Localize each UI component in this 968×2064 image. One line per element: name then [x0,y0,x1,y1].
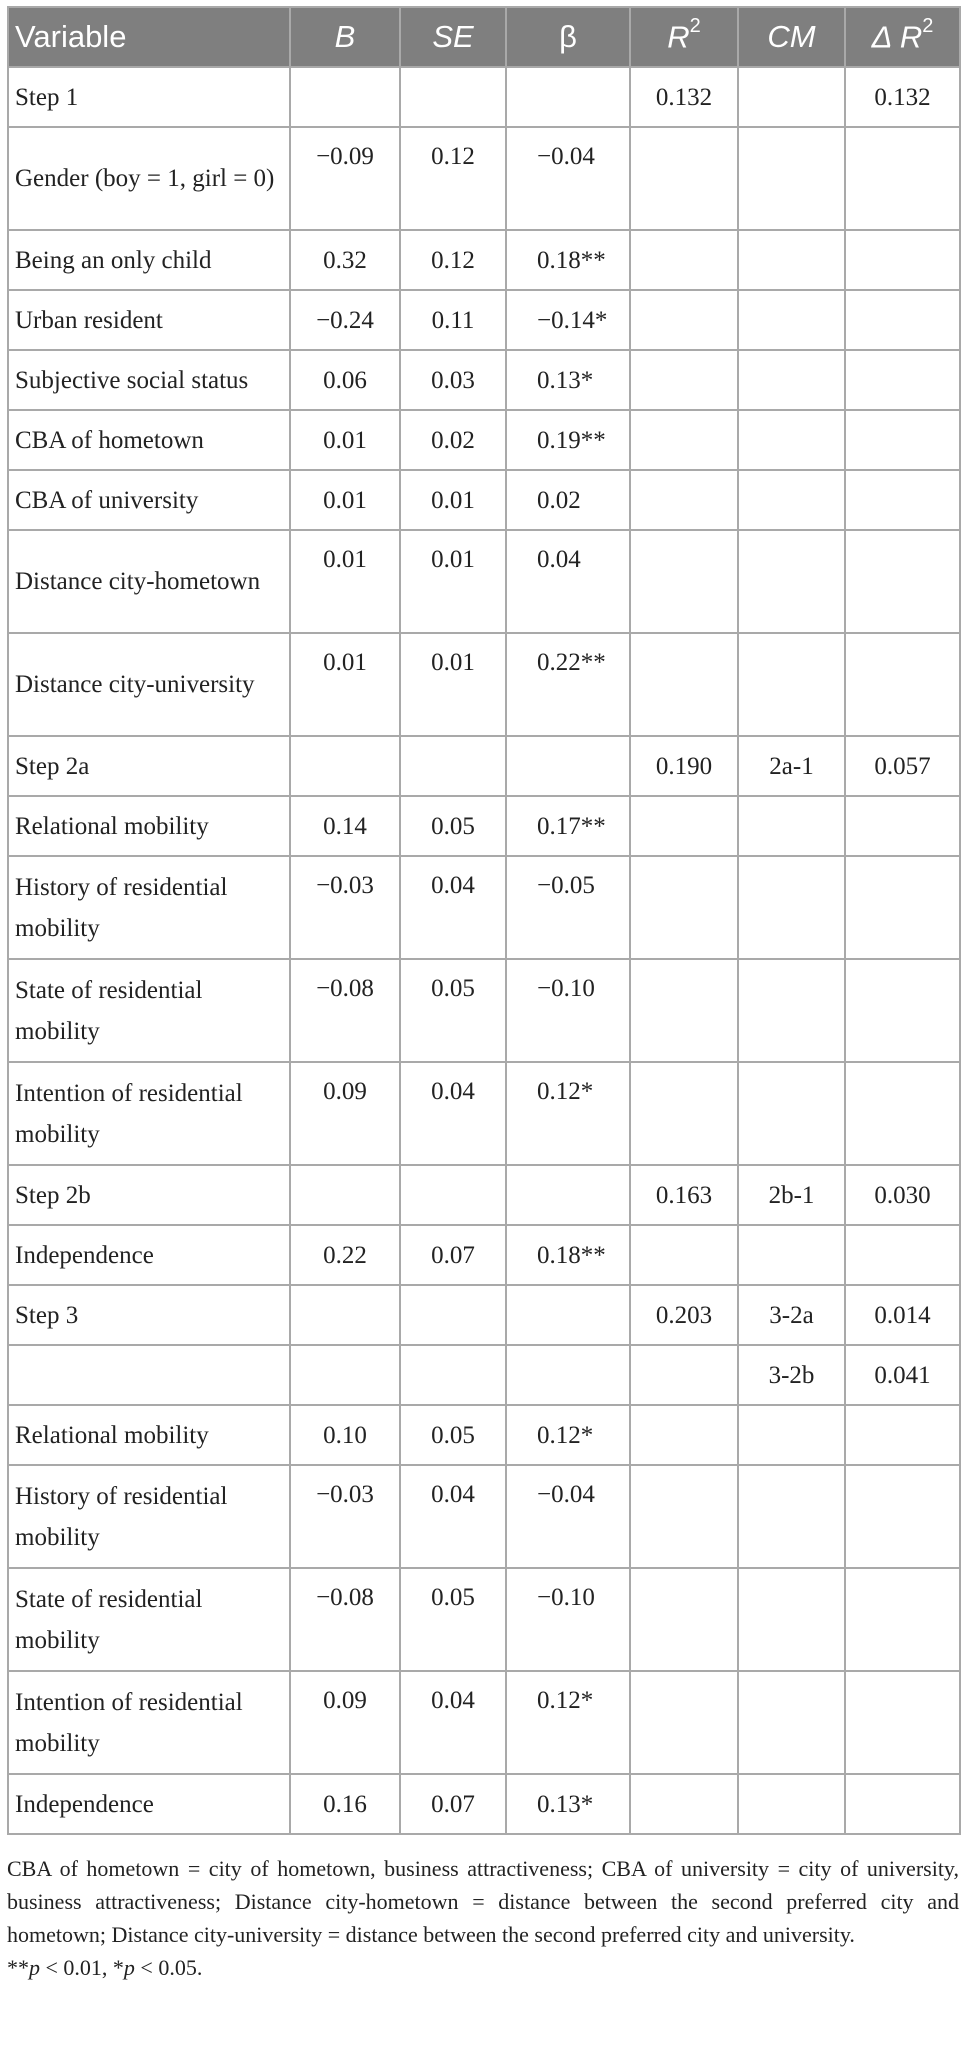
header-se: SE [400,7,506,67]
cell-r2 [630,1225,738,1285]
cell-beta: 0.19** [506,410,630,470]
cell-se: 0.05 [400,796,506,856]
cell-cm [738,1062,845,1165]
cell-se [400,1345,506,1405]
cell-r2 [630,470,738,530]
cell-beta [506,67,630,127]
cell-se: 0.03 [400,350,506,410]
cell-delta-r2 [845,470,960,530]
cell-variable: Gender (boy = 1, girl = 0) [8,127,290,230]
cell-r2: 0.203 [630,1285,738,1345]
cell-delta-r2 [845,1225,960,1285]
cell-se: 0.05 [400,1405,506,1465]
cell-se: 0.05 [400,1568,506,1671]
cell-beta: 0.22** [506,633,630,736]
cell-variable: Step 2a [8,736,290,796]
cell-variable: Subjective social status [8,350,290,410]
cell-cm [738,350,845,410]
cell-cm [738,856,845,959]
cell-se: 0.02 [400,410,506,470]
cell-se: 0.12 [400,230,506,290]
table-row [8,530,960,633]
cell-delta-r2 [845,127,960,230]
cell-b: −0.03 [290,856,400,959]
header-delta-r2: Δ $R^2$ [845,7,960,67]
cell-cm [738,230,845,290]
cell-cm [738,410,845,470]
cell-variable: Intention of residential mobility [8,1671,290,1774]
cell-cm [738,530,845,633]
cell-delta-r2 [845,530,960,633]
cell-b: 0.01 [290,470,400,530]
cell-variable: Distance city-university [8,633,290,736]
table-row [8,1568,960,1671]
cell-cm [738,1671,845,1774]
table-row [8,290,960,350]
cell-se: 0.01 [400,633,506,736]
cell-b: −0.24 [290,290,400,350]
cell-delta-r2: 0.132 [845,67,960,127]
cell-cm: 3-2b [738,1345,845,1405]
table-row [8,1774,960,1834]
cell-cm [738,1568,845,1671]
table-row [8,127,960,230]
cell-r2 [630,1671,738,1774]
cell-beta [506,736,630,796]
cell-cm: 3-2a [738,1285,845,1345]
table-row [8,959,960,1062]
cell-se: 0.04 [400,1062,506,1165]
cell-se: 0.04 [400,1465,506,1568]
table-row [8,1405,960,1465]
cell-r2 [630,1345,738,1405]
table-row [8,1345,960,1405]
cell-cm [738,1405,845,1465]
cell-delta-r2 [845,350,960,410]
abbreviation-note: CBA of hometown = city of hometown, business attractiveness; CBA of university = city of university, business attractiveness; Distance city-hometown = distance between the second preferred city and hometown; Distance city-university = distance between the second preferred city and university. [7,1856,959,1947]
cell-delta-r2 [845,1405,960,1465]
cell-se: 0.11 [400,290,506,350]
cell-b [290,1285,400,1345]
cell-delta-r2 [845,1671,960,1774]
cell-cm [738,470,845,530]
cell-beta: −0.04 [506,1465,630,1568]
cell-r2: 0.163 [630,1165,738,1225]
cell-cm: 2a-1 [738,736,845,796]
cell-cm [738,127,845,230]
cell-delta-r2: 0.041 [845,1345,960,1405]
cell-delta-r2: 0.057 [845,736,960,796]
cell-b: 0.32 [290,230,400,290]
table-row [8,1165,960,1225]
cell-delta-r2 [845,1774,960,1834]
cell-variable: Distance city-hometown [8,530,290,633]
table-row [8,1062,960,1165]
cell-delta-r2 [845,633,960,736]
table-row [8,633,960,736]
significance-note: **p < 0.01, *p < 0.05. [7,1955,203,1980]
cell-variable: Step 1 [8,67,290,127]
table-row [8,410,960,470]
cell-beta: 0.18** [506,1225,630,1285]
cell-b: 0.01 [290,410,400,470]
cell-b: −0.08 [290,959,400,1062]
cell-se: 0.01 [400,530,506,633]
cell-variable: Relational mobility [8,1405,290,1465]
cell-beta: 0.12* [506,1405,630,1465]
cell-r2: 0.132 [630,67,738,127]
cell-r2: 0.190 [630,736,738,796]
table-row [8,67,960,127]
cell-delta-r2 [845,410,960,470]
cell-r2 [630,290,738,350]
cell-r2 [630,856,738,959]
cell-b: 0.01 [290,530,400,633]
cell-delta-r2: 0.030 [845,1165,960,1225]
cell-variable: Independence [8,1225,290,1285]
cell-b [290,1345,400,1405]
cell-b [290,736,400,796]
cell-delta-r2 [845,1062,960,1165]
cell-r2 [630,1774,738,1834]
cell-delta-r2 [845,230,960,290]
cell-b: 0.16 [290,1774,400,1834]
cell-delta-r2 [845,796,960,856]
cell-beta [506,1165,630,1225]
header-cm: CM [738,7,845,67]
cell-se [400,736,506,796]
cell-cm [738,959,845,1062]
cell-cm [738,290,845,350]
cell-beta: −0.10 [506,959,630,1062]
table-row [8,1671,960,1774]
cell-delta-r2 [845,1568,960,1671]
cell-beta [506,1345,630,1405]
cell-se [400,1285,506,1345]
table-header-row [8,7,960,67]
cell-se: 0.07 [400,1225,506,1285]
cell-b: 0.01 [290,633,400,736]
cell-cm [738,1774,845,1834]
table-body [8,67,960,1834]
cell-beta: 0.04 [506,530,630,633]
cell-se: 0.07 [400,1774,506,1834]
cell-se: 0.04 [400,1671,506,1774]
cell-variable: Step 2b [8,1165,290,1225]
cell-variable: History of residential mobility [8,856,290,959]
cell-b [290,1165,400,1225]
cell-beta: 0.12* [506,1671,630,1774]
cell-b: −0.08 [290,1568,400,1671]
cell-beta: 0.02 [506,470,630,530]
cell-se: 0.01 [400,470,506,530]
cell-variable [8,1345,290,1405]
cell-variable: State of residential mobility [8,1568,290,1671]
cell-b: −0.09 [290,127,400,230]
cell-delta-r2 [845,856,960,959]
table-row [8,1465,960,1568]
cell-b: 0.06 [290,350,400,410]
cell-delta-r2 [845,1465,960,1568]
cell-beta: −0.04 [506,127,630,230]
cell-cm: 2b-1 [738,1165,845,1225]
cell-r2 [630,350,738,410]
table-row [8,1225,960,1285]
cell-b: 0.22 [290,1225,400,1285]
cell-beta: −0.05 [506,856,630,959]
cell-beta: −0.14* [506,290,630,350]
cell-b: 0.10 [290,1405,400,1465]
cell-b: 0.09 [290,1062,400,1165]
cell-r2 [630,1062,738,1165]
cell-delta-r2 [845,290,960,350]
table-row [8,350,960,410]
cell-se [400,67,506,127]
cell-cm [738,796,845,856]
cell-se: 0.04 [400,856,506,959]
table-row [8,856,960,959]
cell-beta: −0.10 [506,1568,630,1671]
table-row [8,796,960,856]
cell-r2 [630,959,738,1062]
cell-variable: CBA of hometown [8,410,290,470]
cell-b: 0.14 [290,796,400,856]
cell-beta: 0.12* [506,1062,630,1165]
cell-r2 [630,1465,738,1568]
cell-delta-r2: 0.014 [845,1285,960,1345]
cell-variable: Urban resident [8,290,290,350]
cell-se [400,1165,506,1225]
cell-variable: CBA of university [8,470,290,530]
cell-beta: 0.18** [506,230,630,290]
table-row [8,736,960,796]
header-beta: β [506,7,630,67]
cell-variable: Being an only child [8,230,290,290]
cell-r2 [630,1405,738,1465]
cell-variable: Relational mobility [8,796,290,856]
cell-b: 0.09 [290,1671,400,1774]
header-r2: $R^2$ [630,7,738,67]
regression-table-container [7,6,959,1835]
cell-cm [738,1225,845,1285]
cell-beta: 0.13* [506,350,630,410]
cell-r2 [630,410,738,470]
cell-variable: Independence [8,1774,290,1834]
cell-cm [738,1465,845,1568]
cell-variable: History of residential mobility [8,1465,290,1568]
cell-r2 [630,230,738,290]
cell-delta-r2 [845,959,960,1062]
cell-se: 0.12 [400,127,506,230]
cell-cm [738,67,845,127]
cell-variable: Intention of residential mobility [8,1062,290,1165]
table-row [8,230,960,290]
cell-r2 [630,127,738,230]
table-footnote [7,1852,959,1984]
cell-beta [506,1285,630,1345]
table-row [8,470,960,530]
cell-r2 [630,796,738,856]
cell-variable: Step 3 [8,1285,290,1345]
cell-cm [738,633,845,736]
header-b: B [290,7,400,67]
cell-beta: 0.17** [506,796,630,856]
table-row [8,1285,960,1345]
header-variable: Variable [8,7,290,67]
cell-se: 0.05 [400,959,506,1062]
cell-r2 [630,633,738,736]
cell-b [290,67,400,127]
cell-r2 [630,1568,738,1671]
cell-r2 [630,530,738,633]
regression-table [7,6,961,1835]
cell-beta: 0.13* [506,1774,630,1834]
cell-b: −0.03 [290,1465,400,1568]
cell-variable: State of residential mobility [8,959,290,1062]
